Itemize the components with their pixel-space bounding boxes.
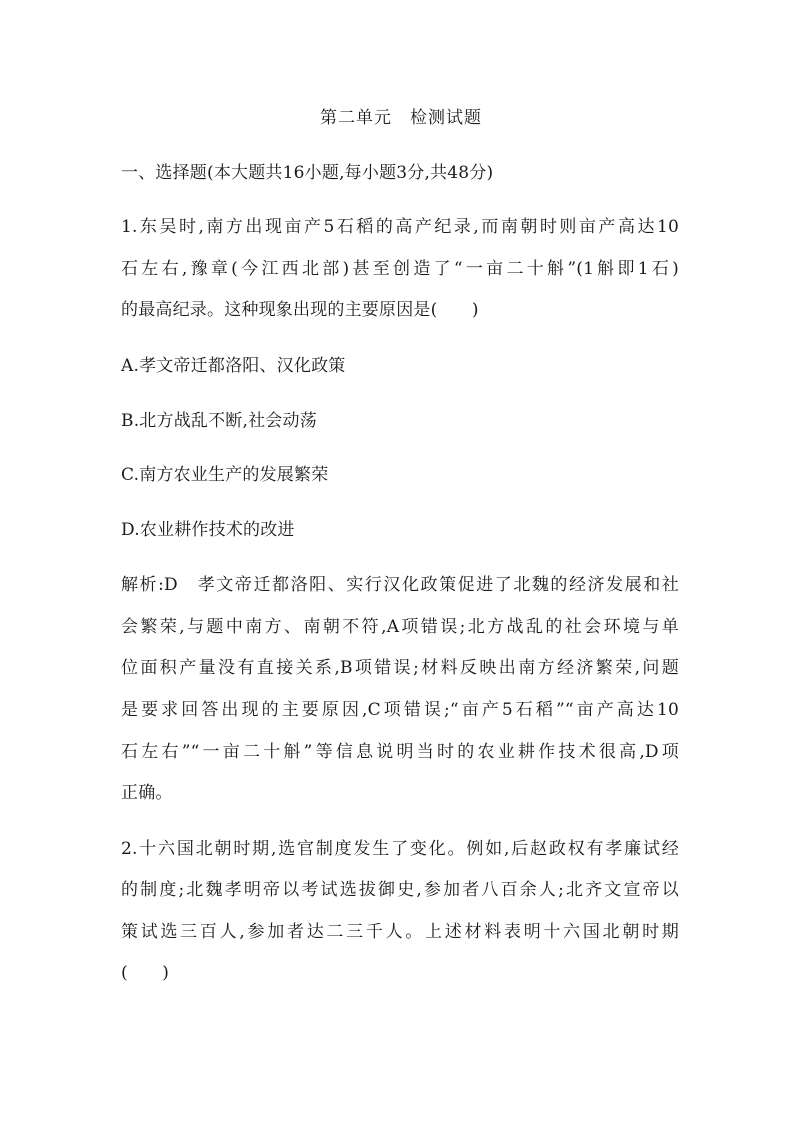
q1-analysis-line-4: 是要求回答出现的主要原因,C项错误;“亩产5石稻”“亩产高达10	[121, 700, 679, 720]
q1-stem-line-1: 1.东吴时,南方出现亩产5石稻的高产纪录,而南朝时则亩产高达10	[121, 217, 679, 237]
document-title: 第二单元 检测试题	[320, 108, 482, 128]
q1-stem-line-3: 的最高纪录。这种现象出现的主要原因是( )	[121, 300, 479, 320]
q2-stem-line-4: ( )	[121, 963, 170, 983]
q1-option-c: C.南方农业生产的发展繁荣	[121, 465, 329, 485]
q1-analysis-line-5: 石左右”“一亩二十斛”等信息说明当时的农业耕作技术很高,D项	[121, 742, 679, 762]
q2-stem-line-3: 策试选三百人,参加者达二三千人。上述材料表明十六国北朝时期	[121, 922, 679, 942]
section-heading: 一、选择题(本大题共16小题,每小题3分,共48分)	[121, 163, 494, 183]
q2-stem-line-2: 的制度;北魏孝明帝以考试选拔御史,参加者八百余人;北齐文宣帝以	[121, 880, 679, 900]
q1-analysis-line-3: 位面积产量没有直接关系,B项错误;材料反映出南方经济繁荣,问题	[121, 658, 679, 678]
q1-analysis-line-2: 会繁荣,与题中南方、南朝不符,A项错误;北方战乱的社会环境与单	[121, 617, 679, 637]
q1-analysis-line-6: 正确。	[121, 783, 173, 803]
q1-option-b: B.北方战乱不断,社会动荡	[121, 411, 317, 431]
q1-analysis-line-1: 解析:D 孝文帝迁都洛阳、实行汉化政策促进了北魏的经济发展和社	[121, 575, 679, 595]
q1-option-d: D.农业耕作技术的改进	[121, 520, 295, 540]
q2-stem-line-1: 2.十六国北朝时期,选官制度发生了变化。例如,后赵政权有孝廉试经	[121, 839, 679, 859]
q1-stem-line-2: 石左右,豫章(今江西北部)甚至创造了“一亩二十斛”(1斛即1石)	[121, 259, 679, 279]
q1-option-a: A.孝文帝迁都洛阳、汉化政策	[121, 356, 346, 376]
